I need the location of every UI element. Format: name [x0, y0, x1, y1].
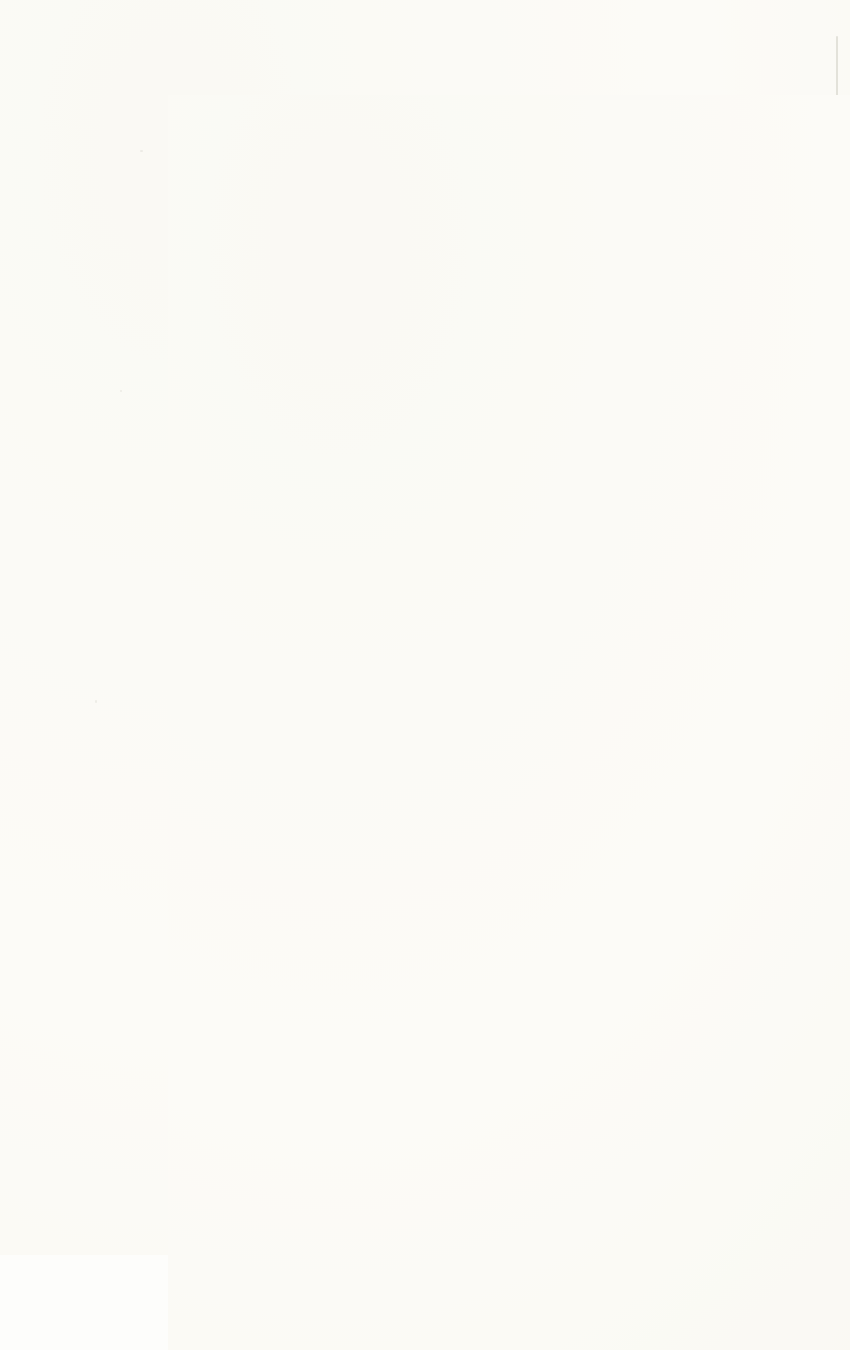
- grabados-entry[interactable]: [168, 1200, 768, 1227]
- grabados-entry-page: [168, 95, 850, 1350]
- paper-speckle: [95, 700, 97, 703]
- paper-speckle: [140, 150, 143, 152]
- paper-speckle: [120, 390, 122, 392]
- table-of-contents: [168, 95, 768, 1227]
- grabados-entry-list: [168, 769, 768, 1227]
